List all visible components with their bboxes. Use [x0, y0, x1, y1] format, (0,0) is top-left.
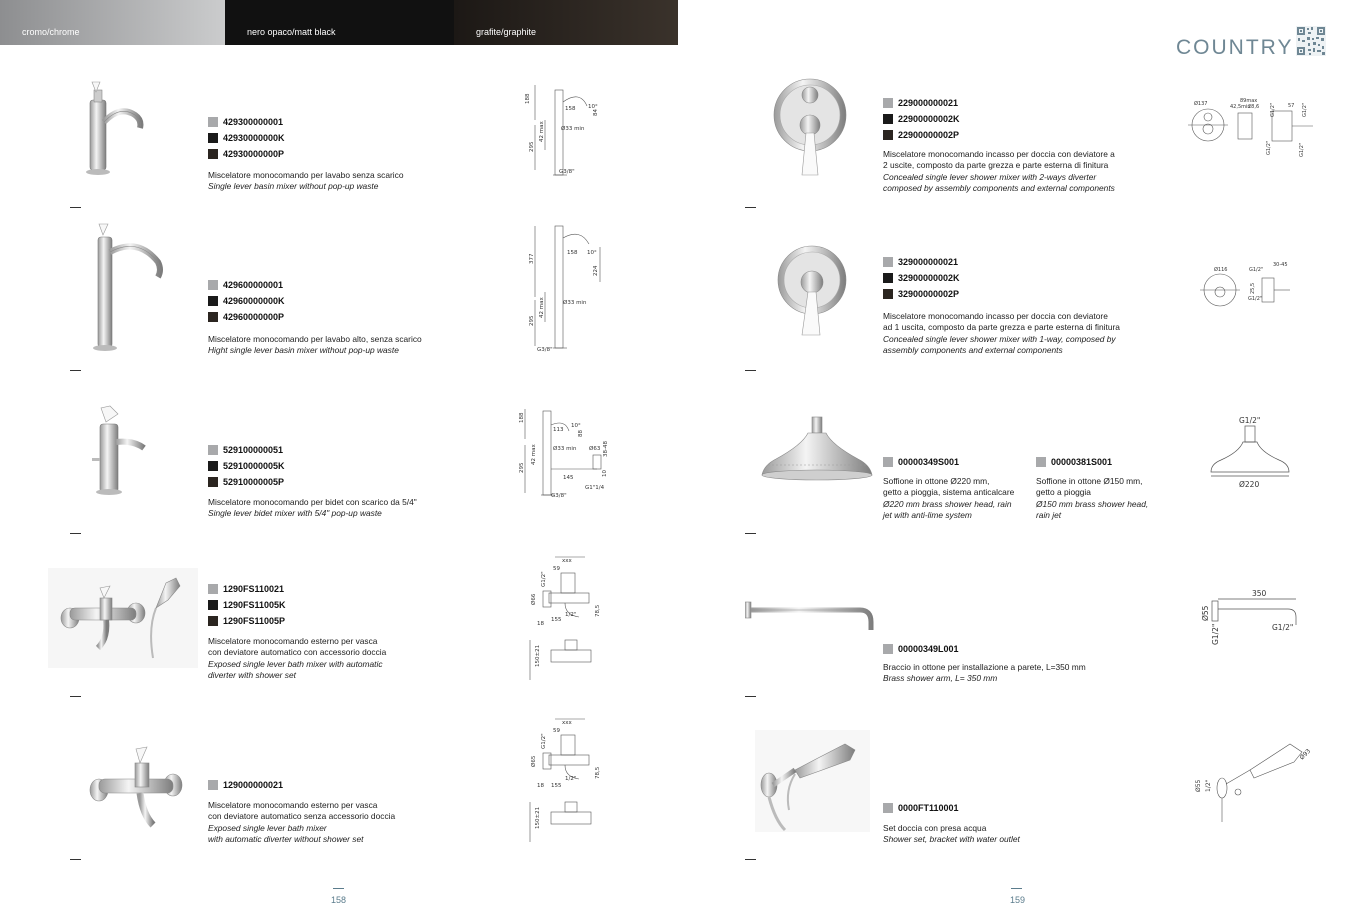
dimension-label: 158: [567, 250, 578, 256]
graphite-swatch: [208, 312, 218, 322]
code-row: [208, 581, 286, 597]
dimension-label: 10°: [571, 423, 581, 429]
code-row: [208, 277, 285, 293]
description-en: Single lever basin mixer without pop-up waste: [208, 181, 379, 192]
chrome-swatch: [883, 803, 893, 813]
separator: [745, 370, 756, 371]
dimension-label: 113: [553, 427, 564, 433]
black-swatch: [883, 114, 893, 124]
chrome-swatch: [208, 445, 218, 455]
product-code: 00000349L001: [898, 644, 959, 654]
dimension-label: 42 max: [531, 444, 537, 465]
product-code: 0000FT110001: [898, 803, 959, 813]
separator: [70, 533, 81, 534]
description-it: ad 1 uscita, composto da parte grezza e parte esterna di finitura: [883, 322, 1120, 333]
chrome-swatch: [883, 644, 893, 654]
technical-drawing: [1200, 258, 1295, 318]
finish-chrome-bar: [0, 0, 225, 45]
concealed-shower-mixer-1way-image: [772, 240, 852, 340]
code-row: [208, 293, 285, 309]
chrome-swatch: [883, 98, 893, 108]
description-it: 2 uscite, composto da parte grezza e parte esterna di finitura: [883, 160, 1109, 171]
product-code: 42960000000K: [223, 296, 285, 306]
technical-drawing: [1198, 585, 1310, 645]
separator: [745, 533, 756, 534]
chrome-swatch: [208, 117, 218, 127]
description-it: Soffione in ottone Ø150 mm,: [1036, 476, 1143, 486]
description-it: getto a pioggia: [1036, 487, 1091, 498]
technical-drawing: [1205, 412, 1295, 492]
dimension-label: 10°: [588, 104, 598, 110]
page-number-left: 158: [331, 895, 347, 905]
dimension-label: 59: [553, 728, 560, 734]
dimension-label: G1/2": [1211, 623, 1220, 645]
product-description: [883, 823, 1020, 846]
separator: [70, 696, 81, 697]
dimension-label: 78,5: [595, 604, 601, 617]
graphite-swatch: [208, 149, 218, 159]
dimension-label: 10: [602, 470, 608, 477]
dimension-label: 295: [529, 315, 535, 326]
product-codes: [208, 581, 286, 629]
description-en: Exposed single lever bath mixer with automatic: [208, 658, 383, 669]
dimension-label: Ø63: [589, 446, 601, 452]
product-description: [208, 636, 386, 681]
dimension-label: 88: [578, 430, 584, 437]
product-code: 42930000000K: [223, 133, 285, 143]
dimension-label: 1/2": [565, 612, 577, 618]
code-row: [208, 474, 285, 490]
description-en: composed by assembly components and external components: [883, 182, 1115, 193]
dimension-label: 150±21: [535, 644, 541, 667]
code-row: [208, 442, 285, 458]
dimension-label: 377: [529, 253, 535, 264]
dimension-label: Ø55: [1201, 605, 1210, 621]
product-description: [883, 662, 1086, 685]
dimension-label: 18: [537, 783, 544, 789]
basin-mixer-image: [80, 80, 150, 180]
description-it: Miscelatore monocomando incasso per doccia con deviatore: [883, 311, 1108, 321]
technical-drawing: [1188, 95, 1318, 160]
dimension-label: G3/8": [559, 169, 575, 175]
product-code: 32900000002K: [898, 273, 960, 283]
product-description: [883, 311, 1120, 356]
product-code: 42960000000P: [223, 312, 285, 322]
dimension-label: Ø220: [1239, 480, 1260, 489]
description-en: with automatic diverter without shower set: [208, 833, 364, 844]
black-swatch: [208, 461, 218, 471]
description-en: assembly components and external components: [883, 344, 1063, 355]
concealed-shower-mixer-2way-image: [770, 75, 850, 180]
dimension-label: G1"1/4: [585, 485, 605, 491]
code-row: [883, 800, 959, 816]
finish-black-label: nero opaco/matt black: [247, 27, 336, 37]
chrome-swatch: [208, 780, 218, 790]
dimension-label: 28,6: [1248, 104, 1260, 110]
product-code: 1290FS11005K: [223, 600, 286, 610]
product-codes: [883, 254, 960, 302]
code-row: [208, 114, 285, 130]
dimension-label: xxx: [562, 558, 572, 564]
product-code: 00000349S001: [898, 457, 960, 467]
dimension-label: Ø65: [531, 755, 537, 767]
dimension-label: 155: [551, 783, 562, 789]
description-it: Miscelatore monocomando incasso per doccia con deviatore a: [883, 149, 1115, 159]
product-code: 229000000021: [898, 98, 959, 108]
dimension-label: G1/2": [541, 733, 547, 749]
description-en: Ø220 mm brass shower head, rain: [883, 498, 1012, 509]
dimension-label: 295: [529, 141, 535, 152]
dimension-label: 42 max: [539, 121, 545, 142]
chrome-swatch: [208, 584, 218, 594]
product-description: [883, 476, 1014, 521]
product-code: 329000000021: [898, 257, 959, 267]
dimension-label: 158: [565, 106, 576, 112]
description-en: Hight single lever basin mixer without pop-up waste: [208, 345, 399, 356]
code-row: [883, 270, 960, 286]
bidet-mixer-image: [88, 402, 163, 497]
dimension-label: 1/2": [565, 776, 577, 782]
separator: [70, 370, 81, 371]
code-row: [208, 309, 285, 325]
dimension-label: 188: [525, 93, 531, 104]
dimension-label: Ø55: [1195, 779, 1202, 792]
black-swatch: [208, 600, 218, 610]
description-en: diverter with shower set: [208, 669, 296, 680]
product-code: 52910000005K: [223, 461, 285, 471]
description-en: Shower set, bracket with water outlet: [883, 834, 1020, 845]
product-description: [1036, 476, 1148, 521]
product-code: 1290FS110021: [223, 584, 285, 594]
page-number-tick: [1011, 888, 1022, 889]
dimension-label: 150±21: [535, 806, 541, 829]
page-number-tick: [333, 888, 344, 889]
product-codes: [883, 641, 959, 657]
description-it: Miscelatore monocomando esterno per vasca: [208, 636, 378, 646]
dimension-label: G1/2": [1302, 102, 1308, 117]
description-en: Brass shower arm, L= 350 mm: [883, 673, 998, 684]
product-code: 52910000005P: [223, 477, 285, 487]
product-codes: [208, 277, 285, 325]
code-row: [883, 641, 959, 657]
description-it: Braccio in ottone per installazione a parete, L=350 mm: [883, 662, 1086, 672]
technical-drawing: [525, 555, 610, 690]
dimension-label: G1/2": [1239, 416, 1261, 425]
dimension-label: 38-48: [603, 441, 609, 457]
description-it: Miscelatore monocomando per lavabo senza scarico: [208, 170, 404, 180]
description-en: Exposed single lever bath mixer: [208, 822, 327, 833]
graphite-swatch: [208, 616, 218, 626]
product-codes: [883, 454, 959, 470]
technical-drawing: [525, 80, 610, 180]
description-en: Concealed single lever shower mixer with 2-ways diverter: [883, 171, 1097, 182]
dimension-label: 295: [519, 462, 525, 473]
product-code: 32900000002P: [898, 289, 960, 299]
product-description: [208, 497, 417, 520]
dimension-label: G3/8": [537, 347, 553, 353]
dimension-label: Ø116: [1214, 267, 1228, 273]
shower-head-image: [758, 415, 876, 490]
code-row: [883, 127, 960, 143]
code-row: [1036, 454, 1112, 470]
dimension-label: 59: [553, 566, 560, 572]
black-swatch: [208, 296, 218, 306]
code-row: [208, 458, 285, 474]
dimension-label: 42 max: [539, 297, 545, 318]
product-code: 00000381S001: [1051, 457, 1113, 467]
description-en: Concealed single lever shower mixer with 1-way, composed by: [883, 333, 1116, 344]
dimension-label: 78,5: [595, 766, 601, 779]
dimension-label: Ø33 min: [553, 446, 577, 452]
dimension-label: 57: [1288, 103, 1295, 109]
description-it: con deviatore automatico senza accessorio doccia: [208, 811, 396, 822]
black-swatch: [208, 133, 218, 143]
product-codes: [208, 777, 283, 793]
product-code: 129000000021: [223, 780, 284, 790]
dimension-label: 18: [537, 621, 544, 627]
dimension-label: Ø33 min: [563, 300, 587, 306]
separator: [745, 696, 756, 697]
dimension-label: 30-45: [1273, 262, 1288, 268]
separator: [70, 207, 81, 208]
description-it: con deviatore automatico con accessorio doccia: [208, 647, 387, 658]
description-it: Miscelatore monocomando per bidet con scarico da 5/4": [208, 497, 417, 507]
technical-drawing: [525, 717, 610, 852]
product-description: [208, 800, 395, 845]
dimension-label: G1/2": [1249, 267, 1264, 273]
code-row: [883, 95, 960, 111]
separator: [745, 859, 756, 860]
product-description: [208, 170, 404, 193]
dimension-label: Ø93: [1298, 747, 1313, 762]
dimension-label: Ø137: [1194, 101, 1208, 107]
product-description: [208, 334, 422, 357]
code-row: [208, 597, 286, 613]
bath-mixer-image: [85, 745, 195, 830]
product-code: 22900000002P: [898, 130, 960, 140]
dimension-label: G1/2": [1266, 140, 1272, 155]
product-codes: [208, 442, 285, 490]
dimension-label: Ø33 min: [561, 126, 585, 132]
code-row: [883, 286, 960, 302]
chrome-swatch: [208, 280, 218, 290]
description-en: Single lever bidet mixer with 5/4" pop-up waste: [208, 508, 382, 519]
code-row: [883, 454, 959, 470]
product-code: 429300000001: [223, 117, 284, 127]
black-swatch: [883, 273, 893, 283]
product-code: 429600000001: [223, 280, 284, 290]
product-codes: [883, 95, 960, 143]
chrome-swatch: [1036, 457, 1046, 467]
dimension-label: 84: [593, 109, 599, 116]
technical-drawing: [525, 222, 610, 354]
dimension-label: 155: [551, 617, 562, 623]
page-number-right: 159: [1010, 895, 1026, 905]
shower-arm-image: [745, 598, 880, 633]
product-codes: [1036, 454, 1112, 470]
dimension-label: G1/2": [1270, 102, 1276, 117]
dimension-label: 89max: [1240, 98, 1258, 104]
dimension-label: 350: [1252, 589, 1267, 598]
finish-black-bar: [225, 0, 454, 45]
dimension-label: xxx: [562, 720, 572, 726]
description-it: getto a pioggia, sistema anticalcare: [883, 487, 1015, 498]
description-it: Soffione in ottone Ø220 mm,: [883, 476, 990, 486]
dimension-label: G1/2": [1272, 623, 1294, 632]
chrome-swatch: [883, 457, 893, 467]
graphite-swatch: [883, 130, 893, 140]
code-row: [883, 111, 960, 127]
bath-mixer-with-shower-image: [48, 568, 198, 668]
dimension-label: 42,5min: [1230, 104, 1251, 110]
product-code: 42930000000P: [223, 149, 285, 159]
code-row: [208, 777, 283, 793]
shower-set-image: [755, 730, 870, 832]
dimension-label: 145: [563, 475, 574, 481]
dimension-label: Ø66: [531, 593, 537, 605]
graphite-swatch: [208, 477, 218, 487]
dimension-label: 10°: [587, 250, 597, 256]
product-code: 22900000002K: [898, 114, 960, 124]
qr-code-icon: [1296, 26, 1326, 56]
technical-drawing: [515, 405, 615, 500]
code-row: [208, 130, 285, 146]
description-en: jet with anti-lime system: [883, 509, 972, 520]
dimension-label: 1/2": [1205, 779, 1212, 792]
description-it: Miscelatore monocomando esterno per vasca: [208, 800, 378, 810]
product-codes: [883, 800, 959, 816]
description-en: Ø150 mm brass shower head,: [1036, 498, 1149, 509]
dimension-label: G1/2": [1248, 296, 1263, 302]
code-row: [208, 146, 285, 162]
dimension-label: 25,5: [1250, 282, 1256, 294]
dimension-label: G1/2": [1299, 142, 1305, 157]
product-codes: [208, 114, 285, 162]
dimension-label: G1/2": [541, 571, 547, 587]
product-code: 1290FS11005P: [223, 616, 286, 626]
finish-graphite-label: grafite/graphite: [476, 27, 537, 37]
graphite-swatch: [883, 289, 893, 299]
finish-graphite-bar: [454, 0, 678, 45]
separator: [70, 859, 81, 860]
dimension-label: 188: [519, 412, 525, 423]
brand-title: COUNTRY: [1176, 36, 1294, 59]
code-row: [883, 254, 960, 270]
description-it: Miscelatore monocomando per lavabo alto, senza scarico: [208, 334, 422, 344]
dimension-label: G3/8": [551, 493, 567, 499]
product-code: 529100000051: [223, 445, 284, 455]
chrome-swatch: [883, 257, 893, 267]
separator: [745, 207, 756, 208]
code-row: [208, 613, 286, 629]
product-description: [883, 149, 1115, 194]
description-it: Set doccia con presa acqua: [883, 823, 987, 833]
technical-drawing: [1190, 730, 1315, 825]
finish-chrome-label: cromo/chrome: [22, 27, 80, 37]
dimension-label: 224: [593, 265, 599, 276]
description-en: rain jet: [1036, 509, 1062, 520]
tall-basin-mixer-image: [88, 222, 168, 352]
